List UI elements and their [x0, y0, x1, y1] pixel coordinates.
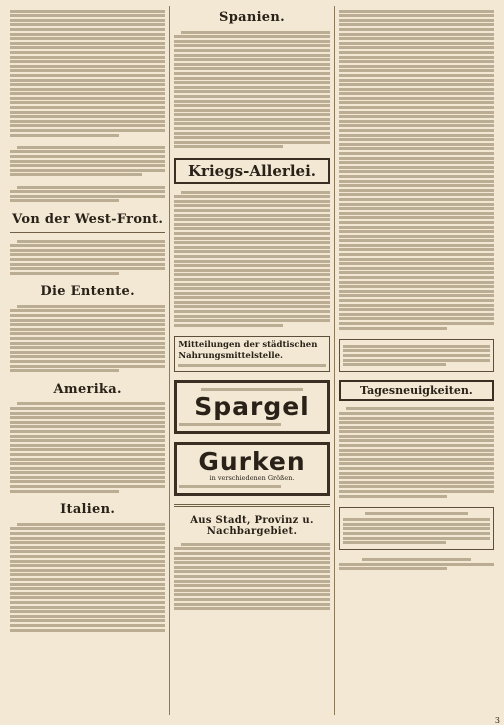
column-left — [6, 6, 170, 715]
advert-gurken-word: Gurken — [198, 446, 306, 476]
text-block — [339, 8, 494, 331]
text-block — [10, 8, 165, 138]
text-block — [10, 184, 165, 204]
newspaper-page — [6, 6, 498, 715]
column-right — [335, 6, 498, 715]
headline-spanien: Spanien. — [219, 10, 285, 25]
text-block — [10, 521, 165, 633]
text-block — [10, 303, 165, 374]
text-block — [10, 238, 165, 276]
notice-title: Mitteilungen der städtischen Nahrungsmittelstelle. — [178, 340, 318, 361]
text-block — [10, 144, 165, 178]
text-block — [10, 401, 165, 494]
headline-west-front: Von der West-Front. — [12, 211, 164, 227]
headline-kriegs-allerlei: Kriegs-Allerlei. — [174, 158, 329, 184]
headline-tagesneuigkeiten: Tagesneuigkeiten. — [339, 380, 494, 401]
announcement-box — [339, 339, 494, 372]
headline-amerika: Amerika. — [53, 381, 122, 397]
text-block — [174, 541, 329, 612]
food-office-notice — [174, 336, 329, 372]
page-number: 3 — [494, 716, 500, 725]
advert-gurken-subline: in verschiedenen Größen. — [209, 474, 295, 483]
text-block — [339, 556, 494, 572]
text-block — [174, 29, 329, 150]
headline-italien: Italien. — [60, 502, 116, 518]
headline-local-news: Aus Stadt, Provinz u. Nachbargebiet. — [190, 515, 314, 538]
text-block — [174, 189, 329, 328]
headline-entente: Die Entente. — [40, 284, 135, 300]
advert-spargel-word: Spargel — [194, 392, 310, 422]
text-block — [339, 406, 494, 499]
column-middle — [170, 6, 334, 715]
advert-spargel — [174, 380, 329, 434]
schedule-box — [339, 507, 494, 550]
advert-gurken — [174, 442, 329, 496]
